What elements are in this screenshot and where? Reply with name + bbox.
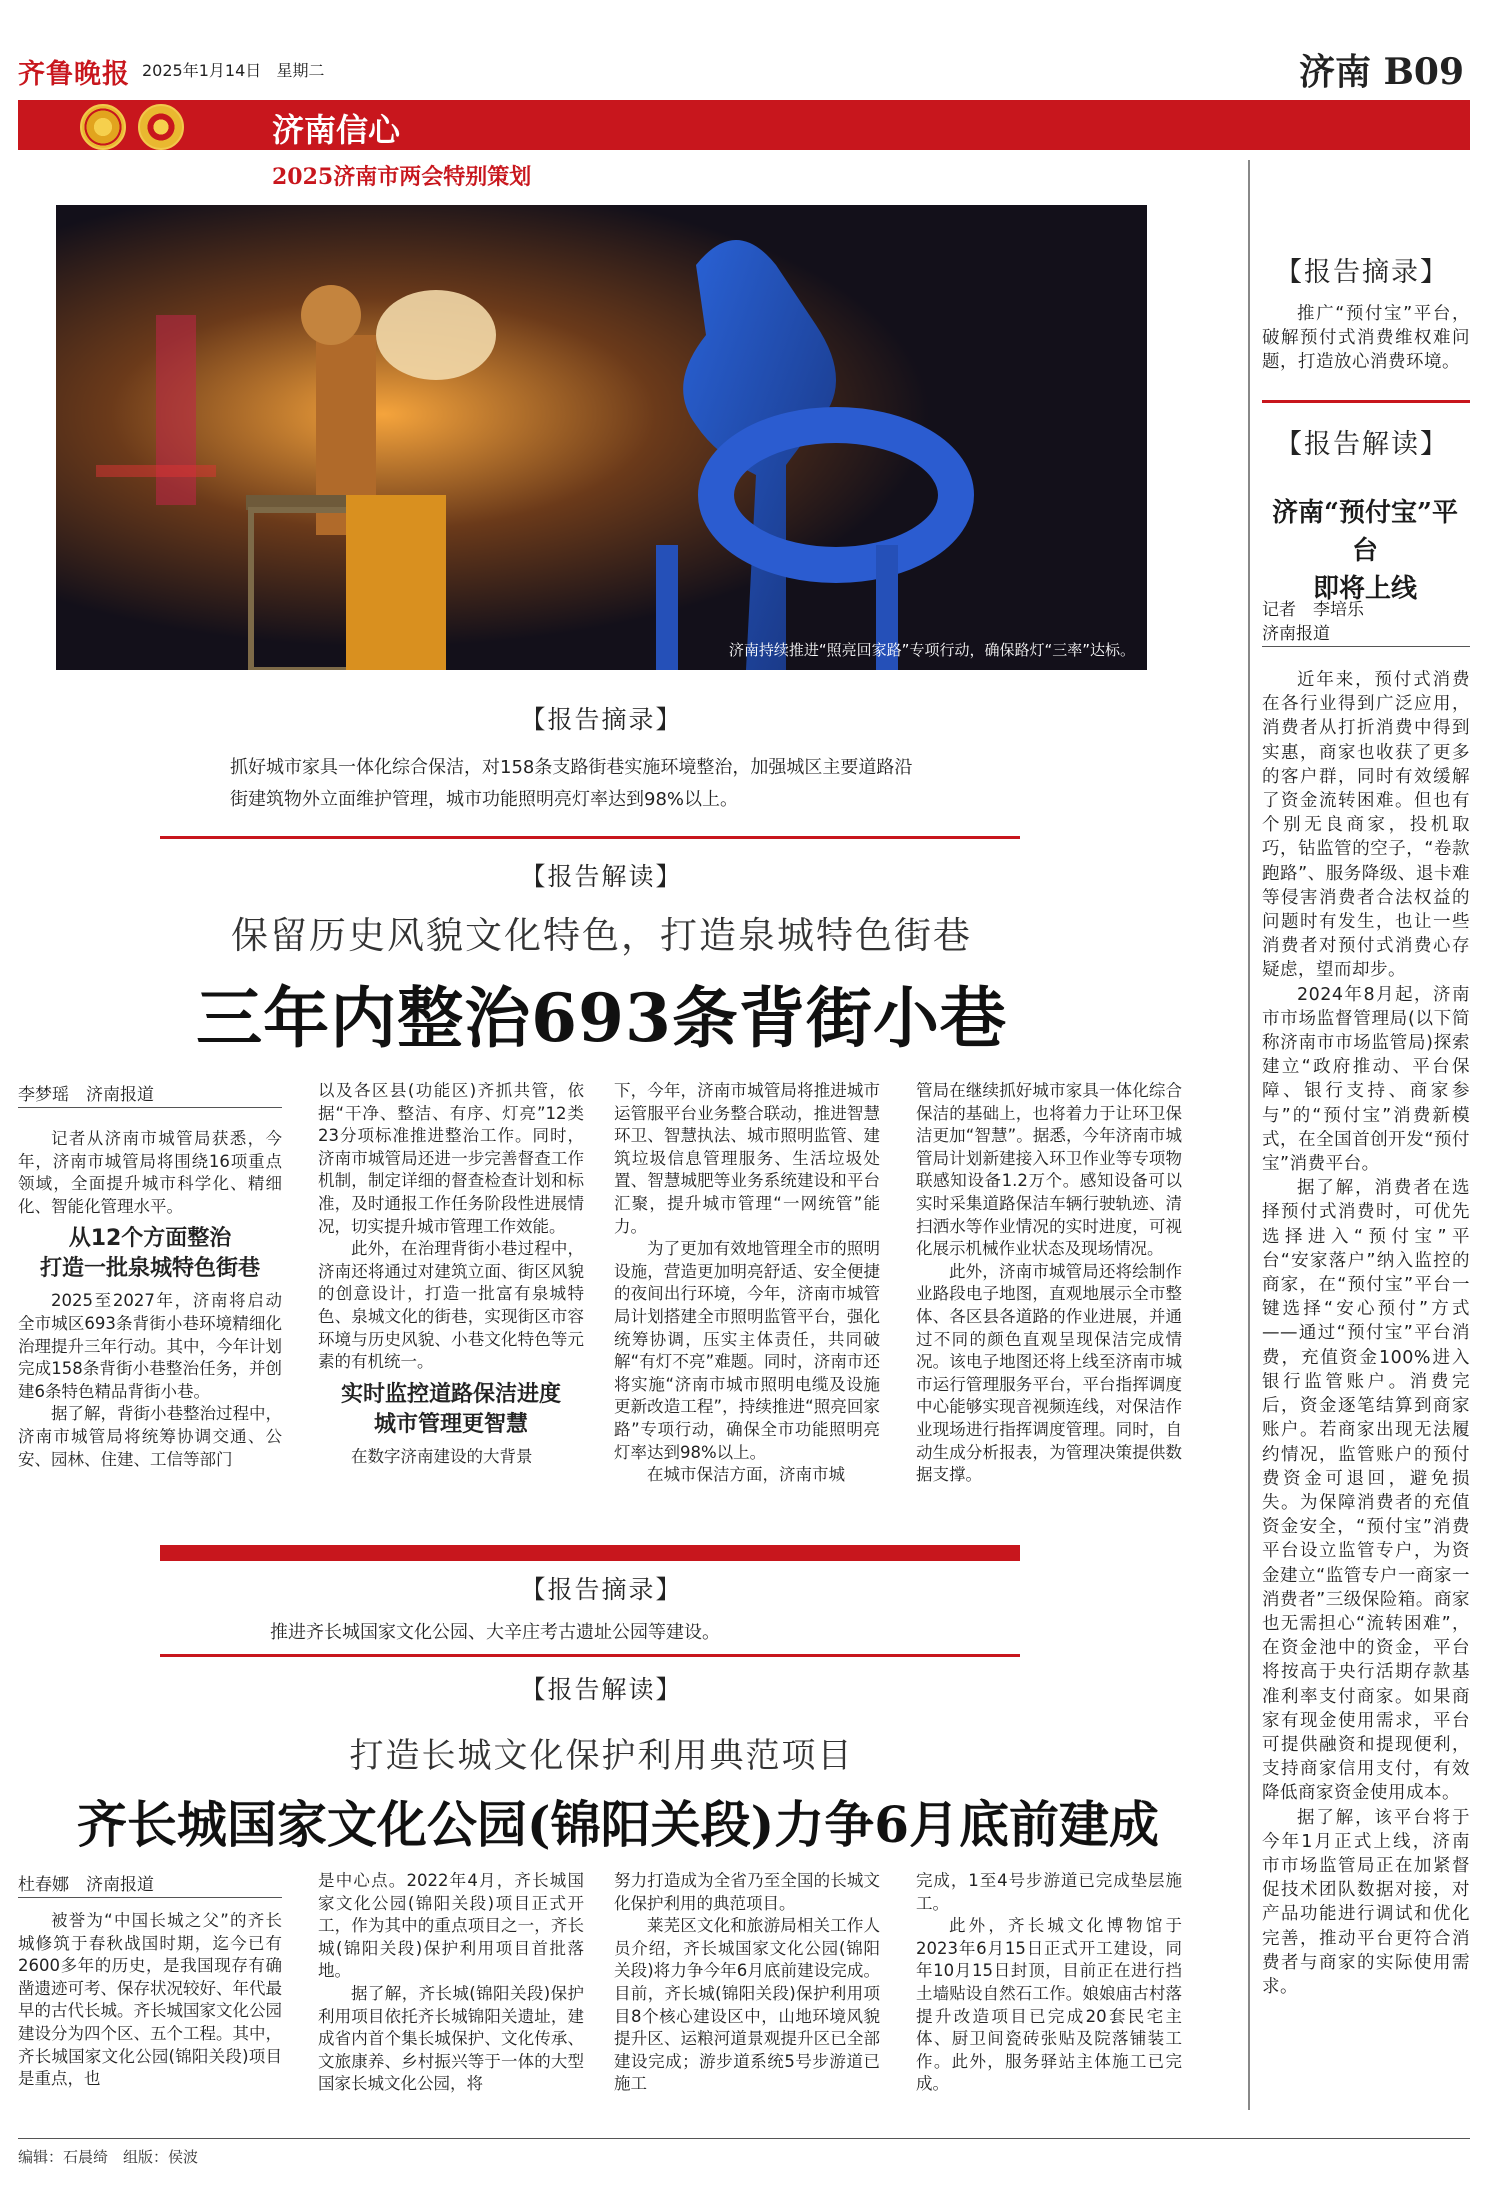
section-divider — [160, 1545, 1020, 1561]
paragraph: 此外，在治理背街小巷过程中，济南还将通过对建筑立面、街区风貌的创意设计，打造一批富有泉城特色、泉城文化的街巷，实现街区市容环境与历史风貌、小巷文化特色等元素的有机统一。 — [318, 1239, 584, 1372]
sidebar-divider — [1248, 160, 1250, 2110]
article-kicker: 打造长城文化保护利用典范项目 — [349, 1736, 854, 1776]
divider — [160, 1654, 1020, 1657]
paragraph: 推广“预付宝”平台，破解预付式消费维权难问题，打造放心消费环境。 — [1262, 304, 1470, 373]
column-3 — [614, 1080, 880, 1487]
column-1 — [18, 1910, 282, 2091]
photo-caption: 济南持续推进“照亮回家路”专项行动，确保路灯“三率”达标。 — [728, 641, 1135, 659]
paragraph: 据了解，消费者在选择预付式消费时，可优先选择进入“预付宝”平台“安家落户”纳入监控的商家，在“预付宝”平台一键选择“安心预付”方式——通过“预付宝”平台消费，充值资金100%进入银行监管账户。消费完后，资金逐笔结算到商家账户。若商家出现无法履约情况，监管账户的预付费资金可退回，避免损失。为保障消费者的充值资金安全，“预付宝”消费平台设立监管专户，为资金建立“监管专户一商家一消费者”三级保险箱。商家也无需担心“流转困难”，在资金池中的资金，平台将按高于央行活期存款基准利率支付商家。如果商家有现金使用需求，平台可提供融资和提现便利，支持商家信用支付，有效降低商家资金使用成本。 — [1262, 1178, 1470, 1804]
newspaper-logo: 齐鲁晚报 — [18, 59, 130, 90]
paragraph: 据了解，该平台将于今年1月正式上线，济南市市场监管局正在加紧督促技术团队数据对接，对产品功能进行调试和优化完善，推动平台更符合消费者与商家的实际使用需求。 — [1262, 1807, 1470, 1997]
sidebar-body — [1262, 668, 1470, 1999]
sidebar-byline — [1262, 598, 1470, 647]
paragraph: 莱芜区文化和旅游局相关工作人员介绍，齐长城国家文化公园(锦阳关段)将力争今年6月底前建设完成。目前，齐长城(锦阳关段)保护利用项目8个核心建设区中，山地环境风貌提升区、运粮河道景观提升区已全部建设完成；游步道系统5号步游道已施工 — [614, 1916, 880, 2094]
paragraph: 记者从济南市城管局获悉，今年，济南市城管局将围绕16项重点领域，全面提升城市科学化、精细化、智能化管理水平。 — [18, 1129, 282, 1216]
paragraph: 2025至2027年，济南将启动全市城区693条背街小巷环境精细化治理提升三年行动。其中，今年计划完成158条背街小巷整治任务，并创建6条特色精品背街小巷。 — [18, 1291, 282, 1401]
subheading: 从12个方面整治 打造一批泉城特色街巷 — [39, 1226, 260, 1282]
paragraph: 此外，济南市城管局还将绘制作业路段电子地图，直观地展示全市整体、各区县各道路的作业进展，并通过不同的颜色直观呈现保洁完成情况。该电子地图还将上线至济南市城市运行管理服务平台，平台指挥调度中心能够实现音视频连线，对保洁作业现场进行指挥调度管理。同时，自动生成分析报表，为管理决策提供数据支撑。 — [916, 1261, 1182, 1485]
byline-name: 记者 李培乐 — [1262, 600, 1364, 620]
paragraph: 在城市保洁方面，济南市城 — [647, 1465, 845, 1485]
paragraph: 据了解，背街小巷整治过程中，济南市城管局将统筹协调交通、公安、园林、住建、工信等部门 — [18, 1404, 282, 1469]
byline: 杜春娜 济南报道 — [18, 1870, 282, 1898]
column-4 — [916, 1080, 1182, 1487]
summary-text: 推进齐长城国家文化公园、大辛庄考古遗址公园等建设。 — [270, 1622, 720, 1643]
sidebar-summary-tag: 【报告摘录】 — [1275, 257, 1449, 288]
byline: 李梦瑶 济南报道 — [18, 1080, 282, 1108]
paragraph: 被誉为“中国长城之父”的齐长城修筑于春秋战国时期，迄今已有2600多年的历史，是我国现存有确凿遗迹可考、保存状况较好、年代最早的古代长城。齐长城国家文化公园建设分为四个区、五个工程。其中，齐长城国家文化公园(锦阳关段)项目是重点，也 — [18, 1911, 282, 2089]
paragraph: 完成，1至4号步游道已完成垫层施工。 — [916, 1871, 1182, 1913]
paragraph: 在数字济南建设的大背景 — [351, 1446, 533, 1466]
summary-tag: 【报告摘录】 — [520, 705, 683, 734]
street-light-photo — [56, 205, 1147, 670]
paragraph: 管局在继续抓好城市家具一体化综合保洁的基础上，也将着力于让环卫保洁更加“智慧”。据悉，今年济南市城管局计划新建接入环卫作业等专项物联感知设备1.2万个。感知设备可以实时采集道路保洁车辆行驶轨迹、清扫洒水等作业情况的实时进度，可视化展示机械作业状态及现场情况。 — [916, 1081, 1182, 1259]
section-banner — [18, 100, 1470, 150]
sidebar-reading-tag: 【报告解读】 — [1275, 429, 1449, 460]
cppcc-emblem-icon — [138, 104, 184, 150]
paragraph: 为了更加有效地管理全市的照明设施，营造更加明亮舒适、安全便捷的夜间出行环境，今年，济南市城管局计划搭建全市照明监管平台，强化统筹协调，压实主体责任，共同破解“有灯不亮”难题。同时，济南市还将实施“济南市城市照明电缆及设施更新改造工程”，持续推进“照亮回家路”专项行动，确保全市功能照明亮灯率达到98%以上。 — [614, 1239, 880, 1462]
footer-rule — [18, 2138, 1470, 2139]
article-headline: 齐长城国家文化公园(锦阳关段)力争6月底前建成 — [76, 1795, 1160, 1854]
column-3 — [614, 1870, 880, 2096]
sidebar-summary — [1262, 302, 1470, 375]
paragraph: 近年来，预付式消费在各行业得到广泛应用，消费者从打折消费中得到实惠，商家也收获了更多的客户群，同时有效缓解了资金流转困难。但也有个别无良商家，投机取巧，钻监管的空子，“卷款跑路”、服务降级、退卡难等侵害消费者合法权益的问题时有发生，也让一些消费者对预付式消费心存疑虑，望而却步。 — [1262, 670, 1470, 981]
photo-illustration — [56, 205, 1147, 670]
paragraph: 下，今年，济南市城管局将推进城市运管服平台业务整合联动，推进智慧环卫、智慧执法、城市照明监管、建筑垃圾信息管理服务、生活垃圾处置、智慧城肥等业务系统建设和平台汇聚，提升城市管理“一网统管”能力。 — [614, 1081, 880, 1236]
paragraph: 以及各区县(功能区)齐抓共管，依据“干净、整洁、有序、灯亮”12类23分项标准推进整治工作。同时，济南市城管局还进一步完善督查工作机制，制定详细的督查检查计划和标准，及时通报工作任务阶段性进展情况，切实提升城市管理工作效能。 — [318, 1081, 584, 1236]
column-2 — [318, 1870, 584, 2096]
paragraph: 据了解，齐长城(锦阳关段)保护利用项目依托齐长城锦阳关遗址，建成省内首个集长城保护、文化传承、文旅康养、乡村振兴等于一体的大型国家长城文化公园，将 — [318, 1983, 584, 2094]
page-number: 济南 B09 — [1298, 51, 1464, 93]
byline-place: 济南报道 — [1262, 624, 1330, 644]
article-kicker: 保留历史风貌文化特色，打造泉城特色街巷 — [231, 914, 972, 957]
section-title: 济南信心 — [272, 111, 401, 149]
summary-tag: 【报告摘录】 — [520, 1575, 683, 1604]
sidebar-headline: 济南“预付宝”平台 即将上线 — [1272, 498, 1458, 604]
footer-credits: 编辑：石晨绮 组版：侯波 — [18, 2148, 199, 2166]
weekday-text: 星期二 — [276, 61, 325, 80]
column-4 — [916, 1870, 1182, 2096]
paragraph: 此外，齐长城文化博物馆于2023年6月15日正式开工建设，同年10月15日封顶，目前正在进行挡土墙贴设自然石工作。娘娘庙古村落提升改造项目已完成20套民宅主体、厨卫间瓷砖张贴及院落铺装工作。此外，服务驿站主体施工已完成。 — [916, 1916, 1182, 2094]
reading-tag: 【报告解读】 — [520, 1675, 683, 1704]
paragraph: 是中心点。2022年4月，齐长城国家文化公园(锦阳关段)项目正式开工，作为其中的重点项目之一，齐长城(锦阳关段)保护利用项目首批落地。 — [318, 1871, 584, 1981]
section-subtitle: 2025济南市两会特别策划 — [272, 164, 532, 190]
divider — [160, 836, 1020, 839]
column-2 — [318, 1080, 584, 1468]
divider — [1262, 400, 1470, 403]
subheading: 实时监控道路保洁进度 城市管理更智慧 — [340, 1381, 561, 1437]
paragraph: 2024年8月起，济南市市场监督管理局(以下简称济南市市场监管局)探索建立“政府推动、平台保障、银行支持、商家参与”的“预付宝”消费新模式，在全国首创开发“预付宝”消费平台。 — [1262, 984, 1470, 1175]
article-headline: 三年内整治693条背街小巷 — [196, 979, 1007, 1057]
paragraph: 努力打造成为全省乃至全国的长城文化保护利用的典范项目。 — [614, 1871, 880, 1913]
column-1 — [18, 1128, 282, 1471]
issue-date — [142, 58, 325, 81]
date-text: 2025年1月14日 — [142, 61, 262, 80]
national-emblem-icon — [80, 104, 126, 150]
summary-text: 抓好城市家具一体化综合保洁，对158条支路街巷实施环境整治，加强城区主要道路沿街建筑物外立面维护管理，城市功能照明亮灯率达到98%以上。 — [230, 757, 913, 810]
reading-tag: 【报告解读】 — [520, 862, 683, 891]
